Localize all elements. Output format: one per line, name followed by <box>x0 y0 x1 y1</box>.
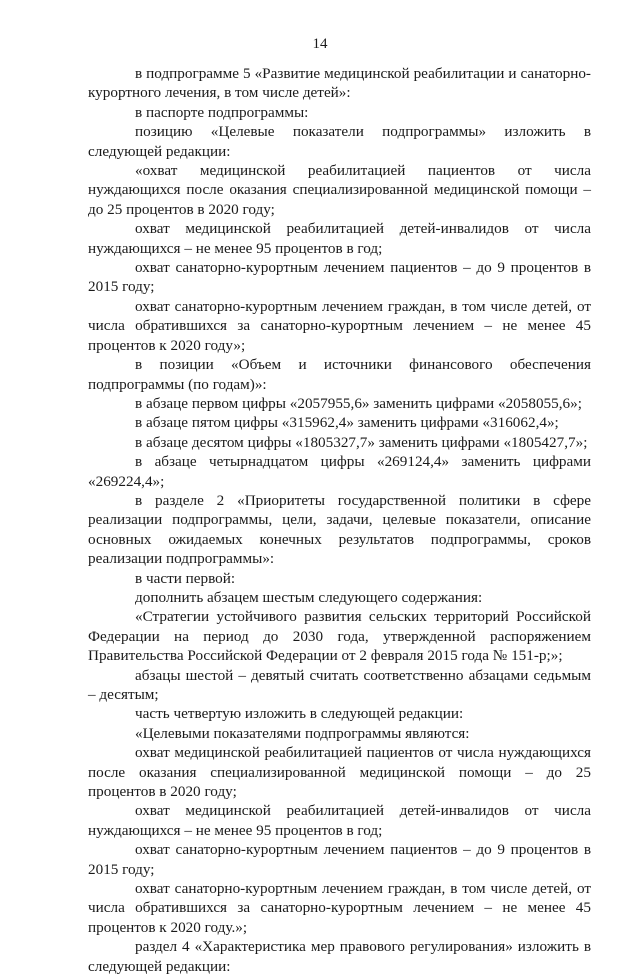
paragraph-part-four: часть четвертую изложить в следующей редакции: <box>135 705 464 723</box>
page-number: 14 <box>312 36 328 52</box>
paragraph-section-4: раздел 4 «Характеристика мер правового регулирования» изложить в следующей редакции: <box>88 938 591 975</box>
paragraph-quoted-indicator-3: охват санаторно-курортным лечением пациентов – до 9 процентов в 2015 году; <box>88 259 591 296</box>
document-body <box>88 64 591 976</box>
paragraph-section-2: в разделе 2 «Приоритеты государственной политики в сфере реализации подпрограммы, цели, задачи, целевые показатели, описание основных ожидаемых конечных результатов подпрограммы, сроков реализации подпрограммы»: <box>88 491 591 568</box>
paragraph-funding-replace-2: в абзаце пятом цифры «315962,4» заменить цифрами «316062,4»; <box>135 414 559 432</box>
paragraph-target-indicators-position: позицию «Целевые показатели подпрограммы» изложить в следующей редакции: <box>88 123 591 160</box>
paragraph-indicator-3: охват санаторно-курортным лечением пациентов – до 9 процентов в 2015 году; <box>88 841 591 878</box>
paragraph-indicator-2: охват медицинской реабилитацией детей-инвалидов от числа нуждающихся – не менее 95 процентов в год; <box>88 802 591 839</box>
paragraph-renumber: абзацы шестой – девятый считать соответственно абзацами седьмым – десятым; <box>88 666 591 703</box>
paragraph-quoted-indicator-2: охват медицинской реабилитацией детей-инвалидов от числа нуждающихся – не менее 95 процентов в год; <box>88 220 591 257</box>
paragraph-passport: в паспорте подпрограммы: <box>135 103 309 121</box>
paragraph-part-one: в части первой: <box>135 569 236 587</box>
paragraph-quoted-indicator-4: охват санаторно-курортным лечением граждан, в том числе детей, от числа обратившихся за санаторно-курортным лечением – не менее 45 процентов к 2020 году»; <box>88 297 591 354</box>
paragraph-funding-replace-4: в абзаце четырнадцатом цифры «269124,4» заменить цифрами «269224,4»; <box>88 453 591 490</box>
paragraph-funding-replace-1: в абзаце первом цифры «2057955,6» заменить цифрами «2058055,6»; <box>135 394 582 412</box>
paragraph-quoted-indicator-1: «охват медицинской реабилитацией пациентов от числа нуждающихся после оказания специализированной медицинской помощи – до 25 процентов в 2020 году; <box>88 162 591 218</box>
paragraph-indicator-4: охват санаторно-курортным лечением граждан, в том числе детей, от числа обратившихся за санаторно-курортным лечением – не менее 45 процентов к 2020 году.»; <box>88 880 591 936</box>
paragraph-subprogram-5: в подпрограмме 5 «Развитие медицинской реабилитации и санаторно-курортного лечения, в том числе детей»: <box>88 65 591 102</box>
paragraph-funding-position: в позиции «Объем и источники финансового обеспечения подпрограммы (по годам)»: <box>88 356 591 393</box>
paragraph-indicator-1: охват медицинской реабилитацией пациентов от числа нуждающихся после оказания специализированной медицинской помощи – до 25 процентов в 2020 году; <box>88 744 591 801</box>
paragraph-add-sixth: дополнить абзацем шестым следующего содержания: <box>135 588 483 606</box>
paragraph-strategy-quote: «Стратегии устойчивого развития сельских территорий Российской Федерации на период до 2030 года, утвержденной распоряжением Правительства Российской Федерации от 2 февраля 2015 года № 151-р;»; <box>88 608 591 665</box>
paragraph-target-indicators-intro: «Целевыми показателями подпрограммы являются: <box>135 724 470 742</box>
paragraph-funding-replace-3: в абзаце десятом цифры «1805327,7» заменить цифрами «1805427,7»; <box>135 433 588 451</box>
